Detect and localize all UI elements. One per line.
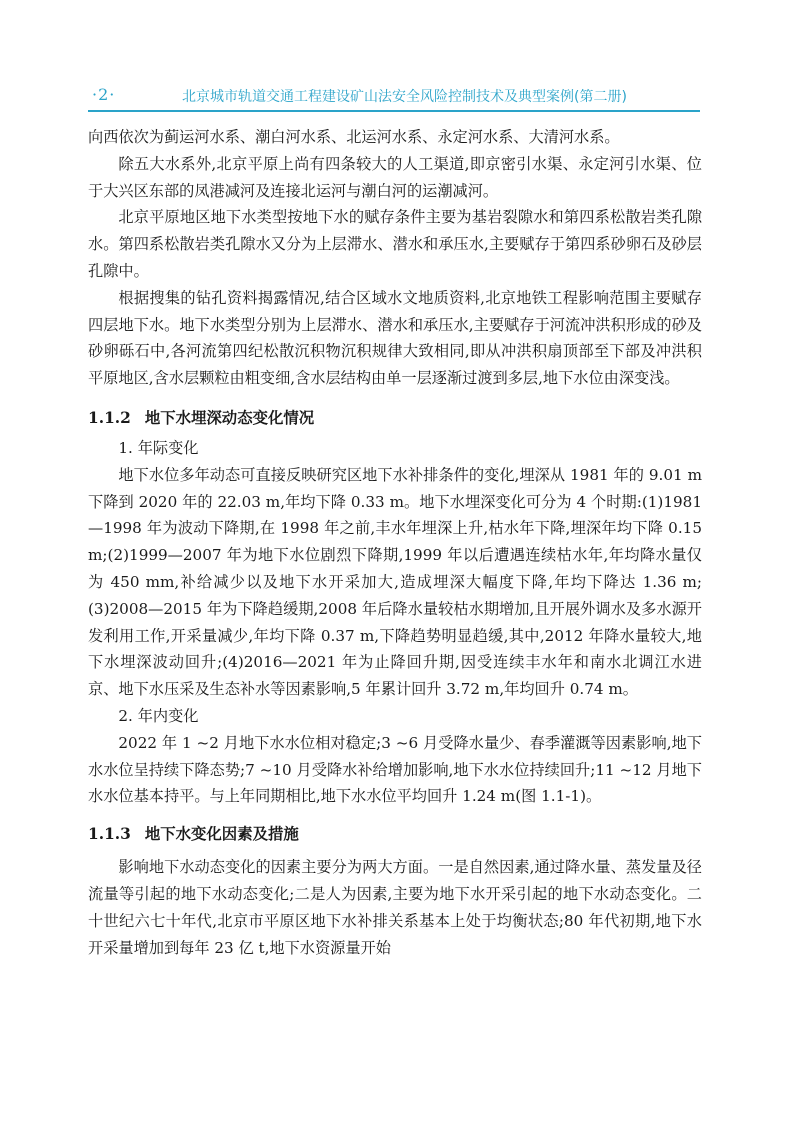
paragraph-interannual: 地下水位多年动态可直接反映研究区地下水补排条件的变化,埋深从 1981 年的 9.01 m 下降到 2020 年的 22.03 m,年均下降 0.33 m。地下水埋深变化可分为 4 个时期:(1)1981—1998 年为波动下降期,在 1998 年之前,丰水年埋深上升,枯水年下降,埋深年均下降 0.15 m;(2)1999—2007 年为地下水位剧烈下降期,1999 年以后遭遇连续枯水年,年均降水量仅为 450 mm,补给减少以及地下水开采加大,造成埋深大幅度下降,年均下降达 1.36 m;(3)2008—2015 年为下降趋缓期,2008 年后降水量较枯水期增加,且开展外调水及多水源开发利用工作,开采量减少,年均下降 0.37 m,下降趋势明显趋缓,其中,2012 年降水量较大,地下水埋深波动回升;(4)2016—2021 年为止降回升期,因受连续丰水年和南水北调江水进京、地下水压采及生态补水等因素影响,5 年累计回升 3.72 m,年均回升 0.74 m。: [88, 465, 702, 699]
section-number: 1.1.2: [88, 408, 131, 427]
header-rule: [88, 110, 700, 112]
subheading-interannual: 1. 年际变化: [118, 438, 199, 457]
section-heading-1-1-2: [88, 405, 702, 431]
section-title: 地下水埋深动态变化情况: [144, 408, 315, 427]
running-title: 北京城市轨道交通工程建设矿山法安全风险控制技术及典型案例(第二册): [182, 89, 627, 105]
paragraph-aquifers: 根据搜集的钻孔资料揭露情况,结合区域水文地质资料,北京地铁工程影响范围主要赋存四层地下水。地下水类型分别为上层滞水、潜水和承压水,主要赋存于河流冲洪积形成的砂及砂卵砾石中,各河流第四纪松散沉积物沉积规律大致相同,即从冲洪积扇顶部至下部及冲洪积平原地区,含水层颗粒由粗变细,含水层结构由单一层逐渐过渡到多层,地下水位由深变浅。: [88, 288, 702, 388]
paragraph-continued: 向西依次为蓟运河水系、潮白河水系、北运河水系、永定河水系、大清河水系。: [88, 128, 620, 146]
paragraph-factors: 影响地下水动态变化的因素主要分为两大方面。一是自然因素,通过降水量、蒸发量及径流量等引起的地下水动态变化;二是人为因素,主要为地下水开采引起的地下水动态变化。二十世纪六七十年代,北京市平原区地下水补排关系基本上处于均衡状态;80 年代初期,地下水开采量增加到每年 23 亿 t,地下水资源量开始: [88, 858, 702, 957]
section-heading-1-1-3: [88, 821, 702, 847]
subheading-intraannual: 2. 年内变化: [118, 706, 199, 725]
page-header: [88, 82, 700, 112]
section-number: 1.1.3: [88, 825, 131, 844]
paragraph-intraannual: 2022 年 1 ~2 月地下水水位相对稳定;3 ~6 月受降水量少、春季灌溉等因素影响,地下水水位呈持续下降态势;7 ~10 月受降水补给增加影响,地下水水位持续回升;11 ~12 月地下水水位基本持平。与上年同期相比,地下水水位平均回升 1.24 m(图 1.1-1)。: [88, 733, 702, 806]
page-body: [88, 124, 702, 961]
paragraph-canals: 除五大水系外,北京平原上尚有四条较大的人工渠道,即京密引水渠、永定河引水渠、位于大兴区东部的凤港减河及连接北运河与潮白河的运潮减河。: [88, 154, 702, 200]
section-title: 地下水变化因素及措施: [144, 825, 299, 844]
page-number: ·2·: [92, 85, 116, 104]
paragraph-groundwater-types: 北京平原地区地下水类型按地下水的赋存条件主要为基岩裂隙水和第四系松散岩类孔隙水。第四系松散岩类孔隙水又分为上层滞水、潜水和承压水,主要赋存于第四系砂卵石及砂层孔隙中。: [88, 208, 702, 280]
